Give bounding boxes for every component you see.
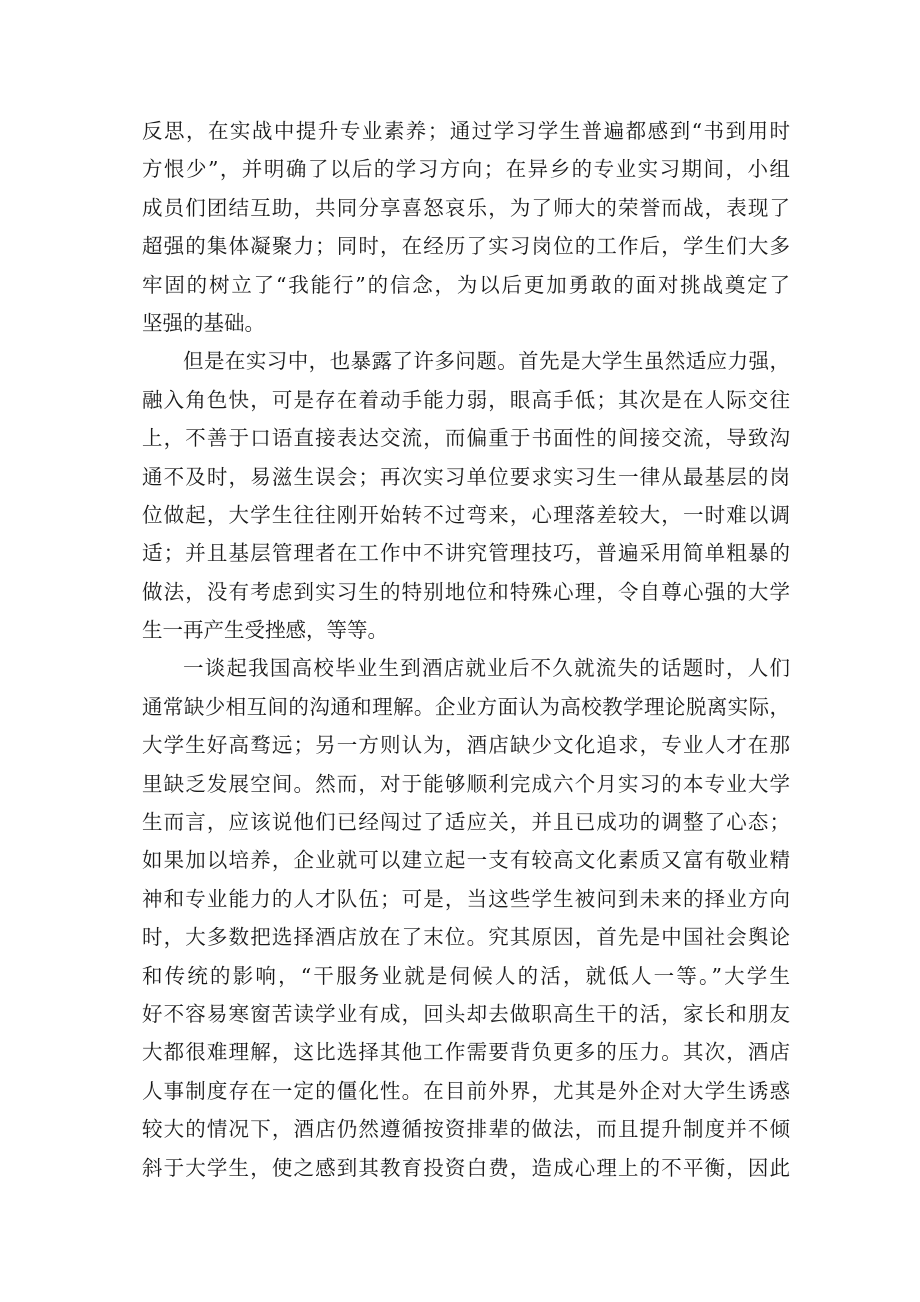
text-line: 通常缺少相互间的沟通和理解。企业方面认为高校教学理论脱离实际， [142, 694, 790, 719]
text-line: 反思，在实战中提升专业素养；通过学习学生普遍都感到“书到用时 [142, 119, 790, 143]
text-line: 超强的集体凝聚力；同时，在经历了实习岗位的工作后，学生们大多 [142, 234, 790, 259]
text-line: 通不及时，易滋生误会；再次实习单位要求实习生一律从最基层的岗 [142, 464, 790, 489]
text-line: 斜于大学生，使之感到其教育投资白费，造成心理上的不平衡，因此 [142, 1155, 790, 1180]
text-line: 融入角色快，可是存在着动手能力弱，眼高手低；其次是在人际交往 [142, 387, 790, 412]
text-line: 适；并且基层管理者在工作中不讲究管理技巧，普遍采用简单粗暴的 [142, 541, 790, 566]
text-line: 位做起，大学生往往刚开始转不过弯来，心理落差较大，一时难以调 [142, 502, 790, 527]
text-line: 较大的情况下，酒店仍然遵循按资排辈的做法，而且提升制度并不倾 [142, 1117, 790, 1142]
text-line: 一谈起我国高校毕业生到酒店就业后不久就流失的话题时，人们 [183, 656, 790, 681]
text-line: 成员们团结互助，共同分享喜怒哀乐，为了师大的荣誉而战，表现了 [142, 195, 790, 220]
text-line: 但是在实习中，也暴露了许多问题。首先是大学生虽然适应力强， [183, 349, 790, 374]
text-line: 大都很难理解，这比选择其他工作需要背负更多的压力。其次，酒店 [142, 1040, 790, 1065]
text-line: 上，不善于口语直接表达交流，而偏重于书面性的间接交流，导致沟 [142, 426, 790, 451]
text-line: 大学生好高骛远；另一方则认为，酒店缺少文化追求，专业人才在那 [142, 733, 790, 758]
text-line: 生一再产生受挫感，等等。 [142, 618, 388, 643]
text-line: 好不容易寒窗苦读学业有成，回头却去做职高生干的活，家长和朋友 [142, 1001, 790, 1026]
text-line: 如果加以培养，企业就可以建立起一支有较高文化素质又富有敬业精 [142, 848, 790, 873]
text-line: 方恨少”，并明确了以后的学习方向；在异乡的专业实习期间，小组 [142, 157, 790, 182]
text-line: 做法，没有考虑到实习生的特别地位和特殊心理，令自尊心强的大学 [142, 579, 790, 604]
paragraph [142, 342, 790, 649]
text-line: 和传统的影响，“干服务业就是伺候人的活，就低人一等。”大学生 [142, 963, 790, 988]
text-line: 时，大多数把选择酒店放在了末位。究其原因，首先是中国社会舆论 [142, 925, 790, 950]
paragraph [142, 649, 790, 1186]
text-line: 坚强的基础。 [142, 310, 265, 335]
text-line: 牢固的树立了“我能行”的信念，为以后更加勇敢的面对挑战奠定了 [142, 272, 790, 297]
paragraph [142, 112, 790, 342]
body-text [142, 112, 790, 1187]
text-line: 人事制度存在一定的僵化性。在目前外界，尤其是外企对大学生诱惑 [142, 1078, 790, 1103]
text-line: 神和专业能力的人才队伍；可是，当这些学生被问到未来的择业方向 [142, 886, 790, 911]
text-line: 生而言，应该说他们已经闯过了适应关，并且已成功的调整了心态； [142, 810, 790, 835]
text-line: 里缺乏发展空间。然而，对于能够顺利完成六个月实习的本专业大学 [142, 771, 790, 796]
